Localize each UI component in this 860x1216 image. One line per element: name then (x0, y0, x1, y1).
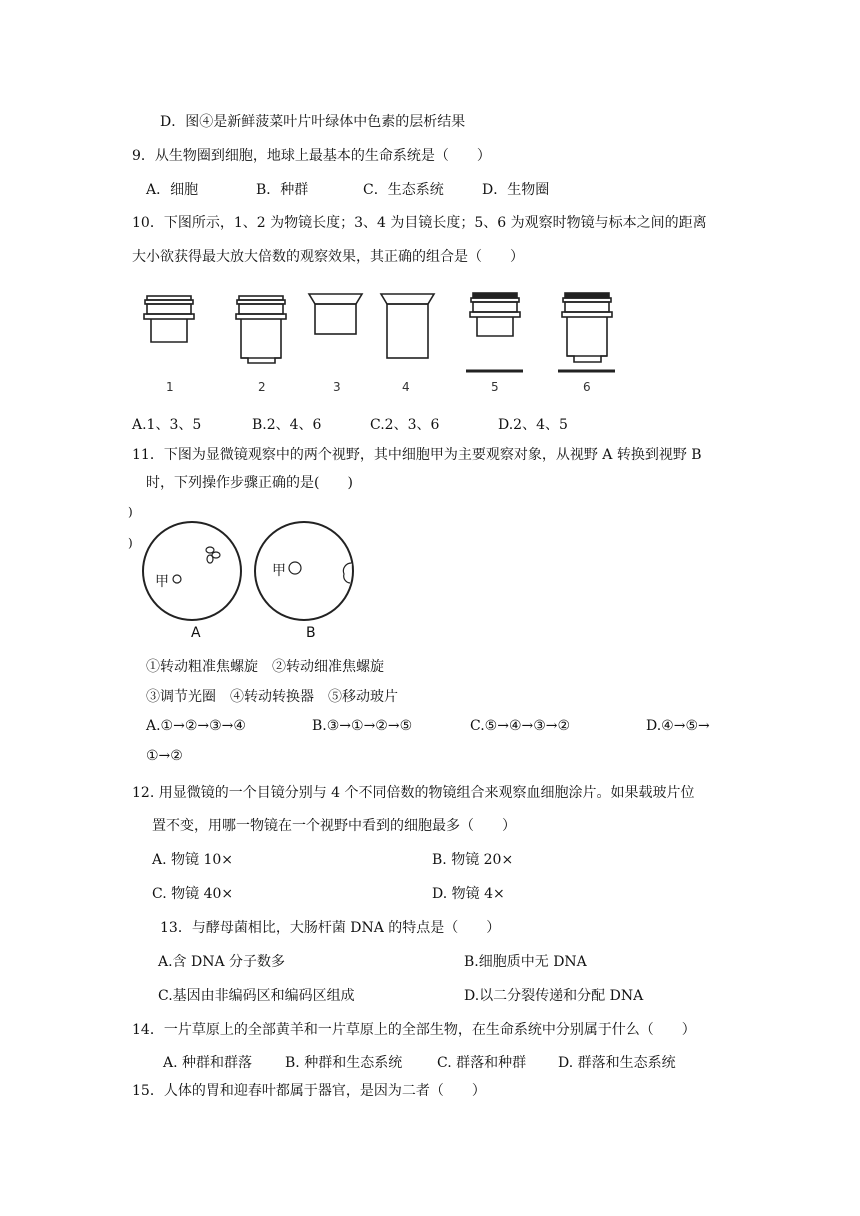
q10-option-c: C.2、3、6 (370, 417, 440, 433)
q9-option-d: D．生物圈 (482, 182, 550, 198)
q13-option-d: D.以二分裂传递和分配 DNA (464, 988, 644, 1004)
q11-option-c: C.⑤→④→③→② (470, 718, 571, 734)
q15-stem: 15．人体的胃和迎春叶都属于器官，是因为二者（ ） (132, 1083, 486, 1099)
q9-option-b: B．种群 (256, 182, 309, 198)
q11-option-a: A.①→②→③→④ (146, 718, 246, 734)
q11-stem-line2: 时，下列操作步骤正确的是( ) (146, 475, 353, 491)
field-label-a: A (191, 625, 201, 641)
q12-option-d: D. 物镜 4× (432, 886, 505, 902)
margin-mark: ) (128, 505, 133, 519)
objective-long-icon (236, 296, 286, 363)
q13-option-a: A.含 DNA 分子数多 (158, 954, 286, 970)
q10-stem-line2: 大小欲获得最大放大倍数的观察效果，其正确的组合是（ ） (132, 249, 524, 265)
cell-jia-label-b: 甲 (272, 563, 286, 579)
microscope-lens-figure (0, 286, 860, 406)
q11-option-d: D.④→⑤→ (646, 718, 710, 734)
q8-option-d: D．图④是新鲜菠菜叶片叶绿体中色素的层析结果 (160, 114, 466, 130)
q10-stem-line1: 10．下图所示，1、2 为物镜长度；3、4 为目镜长度；5、6 为观察时物镜与标本之间的距离 (132, 215, 707, 231)
q12-option-c: C. 物镜 40× (152, 886, 234, 902)
objective-short-icon (144, 296, 194, 342)
field-b-circle (255, 522, 353, 620)
other-cell (206, 547, 214, 553)
cell-jia-small (173, 575, 181, 583)
q11-steps-line2: ③调节光圈 ④转动转换器 ⑤移动玻片 (146, 689, 398, 705)
figure-label-2: 2 (258, 380, 266, 394)
other-cell (207, 555, 213, 563)
objective-short-distance-icon (470, 293, 520, 336)
cell-jia-label-a: 甲 (155, 574, 169, 590)
q12-option-b: B. 物镜 20× (432, 852, 514, 868)
cell-jia-large (289, 562, 301, 574)
q9-option-a: A．细胞 (146, 182, 199, 198)
q13-option-c: C.基因由非编码区和编码区组成 (158, 988, 355, 1004)
q10-option-a: A.1、3、5 (132, 417, 202, 433)
edge-cell (343, 563, 352, 583)
q14-option-c: C. 群落和种群 (437, 1055, 527, 1071)
q14-option-d: D. 群落和生态系统 (558, 1055, 676, 1071)
microscope-fields-figure (0, 508, 860, 638)
figure-label-6: 6 (583, 380, 591, 394)
q11-option-d-cont: ①→② (146, 748, 183, 764)
figure-label-4: 4 (402, 380, 410, 394)
q10-option-d: D.2、4、5 (498, 417, 568, 433)
field-label-b: B (306, 625, 316, 641)
q11-stem-line1: 11．下图为显微镜观察中的两个视野，其中细胞甲为主要观察对象，从视野 A 转换到视野 B (132, 447, 702, 463)
figure-label-1: 1 (166, 380, 174, 394)
eyepiece-short-icon (309, 294, 362, 334)
q14-option-b: B. 种群和生态系统 (285, 1055, 403, 1071)
q14-stem: 14．一片草原上的全部黄羊和一片草原上的全部生物，在生命系统中分别属于什么（ ） (132, 1022, 696, 1038)
q9-stem: 9．从生物圈到细胞，地球上最基本的生命系统是（ ） (132, 148, 491, 164)
q9-option-c: C．生态系统 (363, 182, 444, 198)
figure-label-5: 5 (491, 380, 499, 394)
margin-mark: ) (128, 536, 133, 550)
q12-stem-line1: 12. 用显微镜的一个目镜分别与 4 个不同倍数的物镜组合来观察血细胞涂片。如果载玻片位 (132, 785, 695, 801)
eyepiece-long-icon (381, 294, 434, 358)
q12-option-a: A. 物镜 10× (152, 852, 234, 868)
q12-stem-line2: 置不变，用哪一物镜在一个视野中看到的细胞最多（ ） (152, 818, 516, 834)
objective-long-distance-icon (562, 293, 612, 362)
q13-option-b: B.细胞质中无 DNA (464, 954, 587, 970)
figure-label-3: 3 (333, 380, 341, 394)
q11-steps-line1: ①转动粗准焦螺旋 ②转动细准焦螺旋 (146, 659, 384, 675)
q14-option-a: A. 种群和群落 (163, 1055, 253, 1071)
q10-option-b: B.2、4、6 (252, 417, 322, 433)
q11-option-b: B.③→①→②→⑤ (312, 718, 413, 734)
q13-stem: 13．与酵母菌相比，大肠杆菌 DNA 的特点是（ ） (160, 920, 501, 936)
